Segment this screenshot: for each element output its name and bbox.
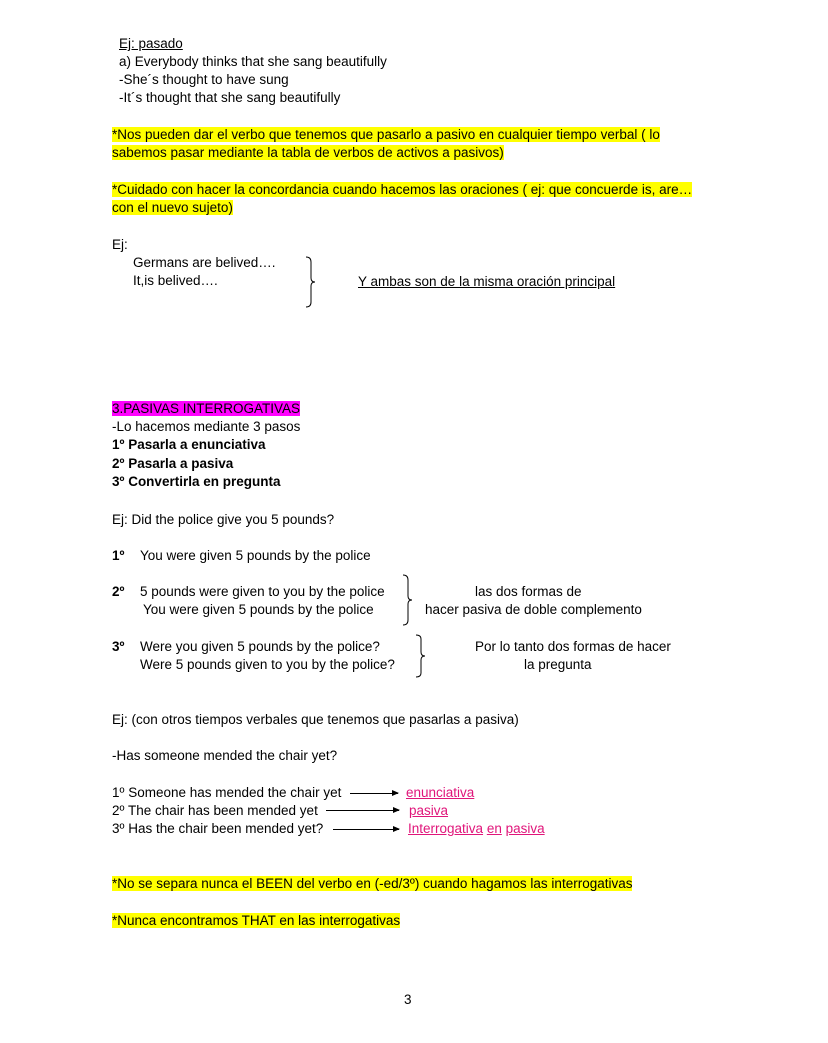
label-link-group: Interrogativa en pasiva — [408, 821, 545, 836]
note-highlight: *Nos pueden dar el verbo que tenemos que pasarlo a pasivo en cualquier tiempo verbal ( lo — [112, 127, 660, 142]
arrow-right-icon — [333, 829, 399, 830]
arrow-right-icon — [350, 793, 398, 794]
text-line: -It´s thought that she sang beautifully — [119, 90, 341, 105]
text-line: 1º Someone has mended the chair yet — [112, 785, 342, 800]
side-note: Y ambas son de la misma oración principal — [358, 274, 616, 289]
text-line: Were you given 5 pounds by the police? — [140, 639, 380, 654]
text-line: -Has someone mended the chair yet? — [112, 748, 338, 763]
step-number: 3º — [112, 639, 125, 654]
note-highlight: con el nuevo sujeto) — [112, 200, 233, 215]
brace-icon — [401, 574, 415, 626]
example-heading: Ej: pasado — [119, 36, 183, 51]
side-note: hacer pasiva de doble complemento — [425, 602, 642, 617]
label-link: enunciativa — [406, 785, 475, 800]
step-number: 1º — [112, 548, 125, 563]
text-line: -She´s thought to have sung — [119, 72, 289, 87]
step-item: 1º Pasarla a enunciativa — [112, 437, 266, 452]
step-item: 3º Convertirla en pregunta — [112, 474, 281, 489]
text-line: Germans are belived…. — [133, 255, 276, 270]
example-label: Ej: — [112, 237, 128, 252]
page-number: 3 — [404, 992, 412, 1007]
text-line: It,is belived…. — [133, 273, 218, 288]
side-note: las dos formas de — [475, 584, 582, 599]
side-note: la pregunta — [524, 657, 592, 672]
label-link: pasiva — [409, 803, 449, 818]
example-line: Ej: (con otros tiempos verbales que tenemos que pasarlas a pasiva) — [112, 712, 519, 727]
side-note: Por lo tanto dos formas de hacer — [475, 639, 671, 654]
step-item: 2º Pasarla a pasiva — [112, 456, 234, 471]
note-highlight: *Nunca encontramos THAT en las interrogativas — [112, 913, 401, 928]
text-line: You were given 5 pounds by the police — [143, 602, 374, 617]
text-line: -Lo hacemos mediante 3 pasos — [112, 419, 301, 434]
text-line: 2º The chair has been mended yet — [112, 803, 318, 818]
text-line: a) Everybody thinks that she sang beautifully — [119, 54, 387, 69]
text-line: 3º Has the chair been mended yet? — [112, 821, 324, 836]
step-number: 2º — [112, 584, 125, 599]
note-highlight: sabemos pasar mediante la tabla de verbos de activos a pasivos) — [112, 145, 504, 160]
note-highlight: *No se separa nunca el BEEN del verbo en (-ed/3º) cuando hagamos las interrogativas — [112, 876, 633, 891]
text-line: You were given 5 pounds by the police — [140, 548, 371, 563]
section-title: 3.PASIVAS INTERROGATIVAS — [112, 401, 301, 416]
brace-icon — [414, 634, 428, 678]
note-highlight: *Cuidado con hacer la concordancia cuando hacemos las oraciones ( ej: que concuerde is, are… — [112, 182, 693, 197]
text-line: 5 pounds were given to you by the police — [140, 584, 385, 599]
brace-icon — [304, 256, 318, 308]
arrow-right-icon — [326, 810, 399, 811]
example-line: Ej: Did the police give you 5 pounds? — [112, 512, 335, 527]
text-line: Were 5 pounds given to you by the police? — [140, 657, 395, 672]
